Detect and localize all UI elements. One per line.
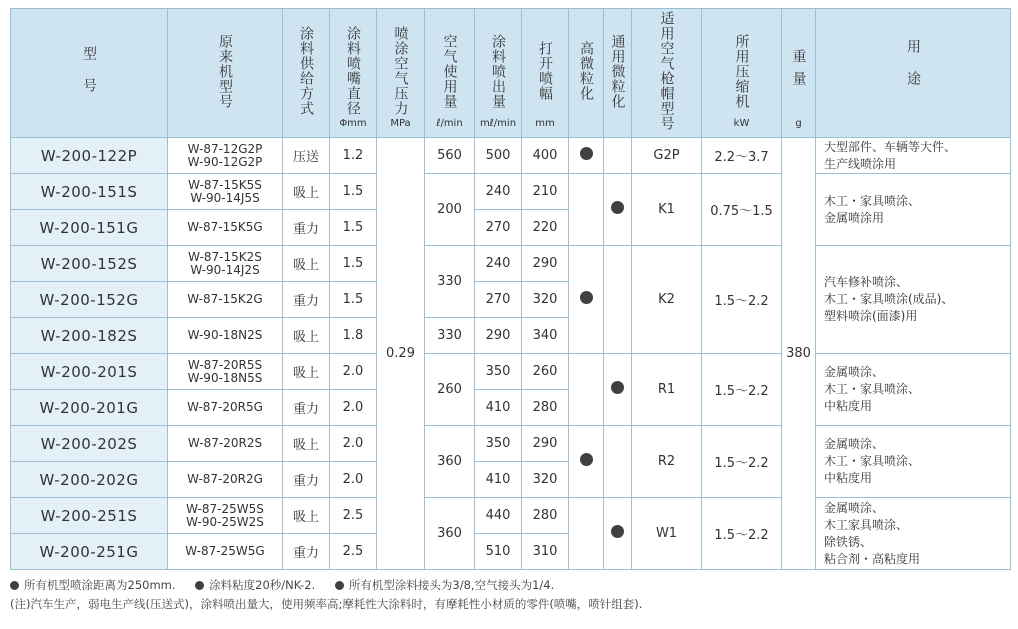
compressor-cell: 1.5～2.2 bbox=[702, 354, 782, 426]
output-cell: 440 bbox=[475, 498, 522, 534]
nozzle-cell: 1.2 bbox=[330, 138, 377, 174]
air-usage-cell: 200 bbox=[425, 174, 475, 246]
output-cell: 410 bbox=[475, 462, 522, 498]
spec-sheet bbox=[10, 8, 1010, 614]
compressor-cell: 1.5～2.2 bbox=[702, 426, 782, 498]
width-cell: 320 bbox=[522, 462, 569, 498]
header-original: 原来机型号 bbox=[168, 9, 283, 138]
fine-cell bbox=[569, 498, 604, 570]
model-cell: W-200-251G bbox=[11, 534, 168, 570]
output-cell: 510 bbox=[475, 534, 522, 570]
nozzle-cell: 2.0 bbox=[330, 426, 377, 462]
supply-cell: 吸上 bbox=[283, 354, 330, 390]
spec-table bbox=[10, 8, 1011, 570]
air-usage-cell: 330 bbox=[425, 246, 475, 318]
width-cell: 290 bbox=[522, 426, 569, 462]
general-cell bbox=[604, 354, 632, 426]
output-cell: 500 bbox=[475, 138, 522, 174]
supply-cell: 吸上 bbox=[283, 426, 330, 462]
general-dot-icon bbox=[611, 525, 624, 538]
table-row bbox=[11, 138, 1011, 174]
output-cell: 270 bbox=[475, 282, 522, 318]
width-cell: 310 bbox=[522, 534, 569, 570]
nozzle-cell: 1.5 bbox=[330, 174, 377, 210]
usage-cell: 木工・家具喷涂、 金属喷涂用 bbox=[816, 174, 1011, 246]
width-cell: 260 bbox=[522, 354, 569, 390]
header-supply: 涂料供给方式 bbox=[283, 9, 330, 138]
header-width: 打开喷幅 mm bbox=[522, 9, 569, 138]
output-cell: 240 bbox=[475, 174, 522, 210]
bullet-icon bbox=[10, 581, 19, 590]
header-cap: 适用空气枪帽型号 bbox=[632, 9, 702, 138]
model-cell: W-200-151G bbox=[11, 210, 168, 246]
original-cell: W-87-15K5S W-90-14J5S bbox=[168, 174, 283, 210]
fine-cell bbox=[569, 138, 604, 174]
width-cell: 400 bbox=[522, 138, 569, 174]
table-row bbox=[11, 354, 1011, 390]
nozzle-cell: 1.5 bbox=[330, 210, 377, 246]
supply-cell: 吸上 bbox=[283, 498, 330, 534]
supply-cell: 重力 bbox=[283, 282, 330, 318]
supply-cell: 重力 bbox=[283, 210, 330, 246]
compressor-cell: 1.5～2.2 bbox=[702, 498, 782, 570]
width-cell: 320 bbox=[522, 282, 569, 318]
nozzle-cell: 1.5 bbox=[330, 246, 377, 282]
model-cell: W-200-202G bbox=[11, 462, 168, 498]
nozzle-cell: 2.0 bbox=[330, 462, 377, 498]
footnote-viscosity: 涂料粘度20秒/NK-2. bbox=[195, 578, 315, 592]
table-row bbox=[11, 426, 1011, 462]
footnotes bbox=[10, 576, 1010, 614]
header-output: 涂料喷出量 mℓ/min bbox=[475, 9, 522, 138]
header-row bbox=[11, 9, 1011, 138]
width-cell: 280 bbox=[522, 498, 569, 534]
fine-dot-icon bbox=[580, 453, 593, 466]
cap-cell: G2P bbox=[632, 138, 702, 174]
nozzle-cell: 2.0 bbox=[330, 390, 377, 426]
cap-cell: R2 bbox=[632, 426, 702, 498]
cap-cell: K2 bbox=[632, 246, 702, 354]
cap-cell: K1 bbox=[632, 174, 702, 246]
general-cell bbox=[604, 246, 632, 354]
original-cell: W-90-18N2S bbox=[168, 318, 283, 354]
weight-cell: 380 bbox=[782, 138, 816, 570]
fine-cell bbox=[569, 354, 604, 426]
model-cell: W-200-151S bbox=[11, 174, 168, 210]
compressor-cell: 0.75～1.5 bbox=[702, 174, 782, 246]
air-usage-cell: 360 bbox=[425, 498, 475, 570]
air-usage-cell: 330 bbox=[425, 318, 475, 354]
model-cell: W-200-202S bbox=[11, 426, 168, 462]
cap-cell: R1 bbox=[632, 354, 702, 426]
air-usage-cell: 560 bbox=[425, 138, 475, 174]
header-nozzle: 涂料喷嘴直径 Φmm bbox=[330, 9, 377, 138]
model-cell: W-200-122P bbox=[11, 138, 168, 174]
general-cell bbox=[604, 426, 632, 498]
nozzle-cell: 2.5 bbox=[330, 498, 377, 534]
original-cell: W-87-12G2P W-90-12G2P bbox=[168, 138, 283, 174]
original-cell: W-87-20R2G bbox=[168, 462, 283, 498]
original-cell: W-87-15K2S W-90-14J2S bbox=[168, 246, 283, 282]
general-dot-icon bbox=[611, 381, 624, 394]
supply-cell: 重力 bbox=[283, 534, 330, 570]
width-cell: 210 bbox=[522, 174, 569, 210]
header-general: 通用微粒化 bbox=[604, 9, 632, 138]
original-cell: W-87-20R2S bbox=[168, 426, 283, 462]
table-row bbox=[11, 174, 1011, 210]
air-usage-cell: 260 bbox=[425, 354, 475, 426]
width-cell: 340 bbox=[522, 318, 569, 354]
air-pressure-cell: 0.29 bbox=[377, 138, 425, 570]
output-cell: 350 bbox=[475, 426, 522, 462]
header-weight: 重量 g bbox=[782, 9, 816, 138]
usage-cell: 金属喷涂、 木工・家具喷涂、 中粘度用 bbox=[816, 426, 1011, 498]
supply-cell: 重力 bbox=[283, 462, 330, 498]
output-cell: 350 bbox=[475, 354, 522, 390]
original-cell: W-87-15K5G bbox=[168, 210, 283, 246]
fine-dot-icon bbox=[580, 147, 593, 160]
compressor-cell: 2.2～3.7 bbox=[702, 138, 782, 174]
original-cell: W-87-20R5S W-90-18N5S bbox=[168, 354, 283, 390]
fine-cell bbox=[569, 246, 604, 354]
fine-cell bbox=[569, 174, 604, 246]
original-cell: W-87-20R5G bbox=[168, 390, 283, 426]
supply-cell: 吸上 bbox=[283, 174, 330, 210]
footnote-fittings: 所有机型涂料接头为3/8,空气接头为1/4. bbox=[335, 578, 554, 592]
footnote-line-1 bbox=[10, 576, 1010, 595]
fine-dot-icon bbox=[580, 291, 593, 304]
table-row bbox=[11, 246, 1011, 282]
footnote-line-2: (注)汽车生产，弱电生产线(压送式)，涂料喷出量大，使用频率高;摩耗性大涂料时，有摩耗性小材质的零件(喷嘴，喷针组套). bbox=[10, 597, 643, 611]
bullet-icon bbox=[335, 581, 344, 590]
model-cell: W-200-182S bbox=[11, 318, 168, 354]
footnote-distance: 所有机型喷涂距离为250mm. bbox=[10, 578, 176, 592]
model-cell: W-200-201G bbox=[11, 390, 168, 426]
general-cell bbox=[604, 174, 632, 246]
table-row bbox=[11, 498, 1011, 534]
nozzle-cell: 1.5 bbox=[330, 282, 377, 318]
output-cell: 270 bbox=[475, 210, 522, 246]
supply-cell: 压送 bbox=[283, 138, 330, 174]
supply-cell: 重力 bbox=[283, 390, 330, 426]
usage-cell: 汽车修补喷涂、 木工・家具喷涂(成品)、 塑料喷涂(面漆)用 bbox=[816, 246, 1011, 354]
general-cell bbox=[604, 498, 632, 570]
fine-cell bbox=[569, 426, 604, 498]
usage-cell: 大型部件、车辆等大件、 生产线喷涂用 bbox=[816, 138, 1011, 174]
model-cell: W-200-152G bbox=[11, 282, 168, 318]
model-cell: W-200-152S bbox=[11, 246, 168, 282]
output-cell: 410 bbox=[475, 390, 522, 426]
header-model: 型号 bbox=[11, 9, 168, 138]
cap-cell: W1 bbox=[632, 498, 702, 570]
header-air-pressure: 喷涂空气压力 MPa bbox=[377, 9, 425, 138]
general-cell bbox=[604, 138, 632, 174]
air-usage-cell: 360 bbox=[425, 426, 475, 498]
nozzle-cell: 2.0 bbox=[330, 354, 377, 390]
nozzle-cell: 2.5 bbox=[330, 534, 377, 570]
bullet-icon bbox=[195, 581, 204, 590]
model-cell: W-200-251S bbox=[11, 498, 168, 534]
header-usage: 用途 bbox=[816, 9, 1011, 138]
header-compressor: 所用压缩机 kW bbox=[702, 9, 782, 138]
header-fine: 高微粒化 bbox=[569, 9, 604, 138]
general-dot-icon bbox=[611, 201, 624, 214]
original-cell: W-87-15K2G bbox=[168, 282, 283, 318]
output-cell: 240 bbox=[475, 246, 522, 282]
width-cell: 290 bbox=[522, 246, 569, 282]
usage-cell: 金属喷涂、 木工・家具喷涂、 中粘度用 bbox=[816, 354, 1011, 426]
compressor-cell: 1.5～2.2 bbox=[702, 246, 782, 354]
width-cell: 280 bbox=[522, 390, 569, 426]
usage-cell: 金属喷涂、 木工家具喷涂、 除铁锈、 粘合剂・高粘度用 bbox=[816, 498, 1011, 570]
width-cell: 220 bbox=[522, 210, 569, 246]
supply-cell: 吸上 bbox=[283, 246, 330, 282]
original-cell: W-87-25W5G bbox=[168, 534, 283, 570]
nozzle-cell: 1.8 bbox=[330, 318, 377, 354]
supply-cell: 吸上 bbox=[283, 318, 330, 354]
model-cell: W-200-201S bbox=[11, 354, 168, 390]
original-cell: W-87-25W5S W-90-25W2S bbox=[168, 498, 283, 534]
output-cell: 290 bbox=[475, 318, 522, 354]
header-air-usage: 空气使用量 ℓ/min bbox=[425, 9, 475, 138]
